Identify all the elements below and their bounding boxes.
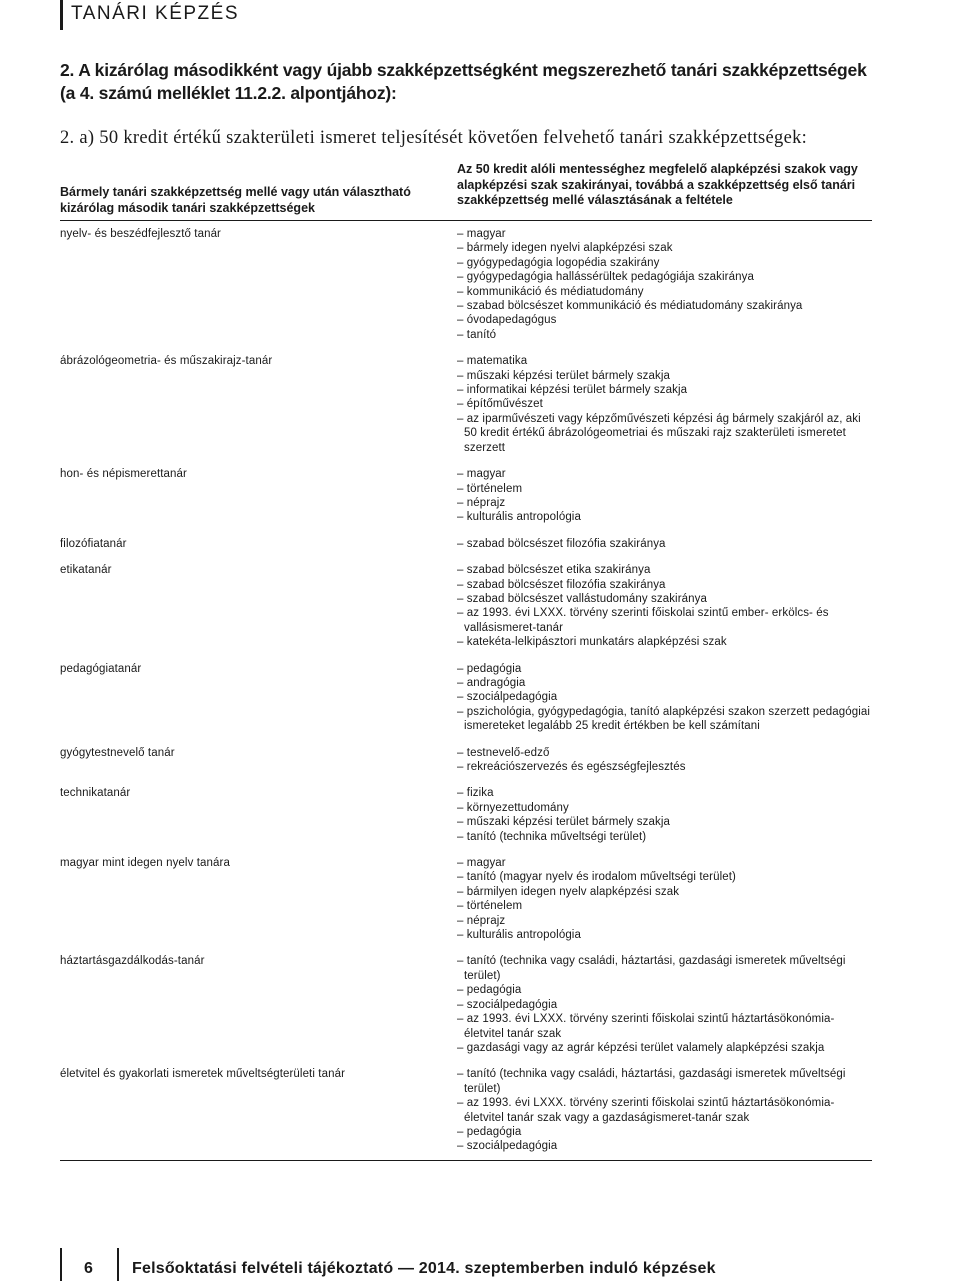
list-item: – testnevelő-edző <box>457 746 550 759</box>
list-item: – gyógypedagógia hallássérültek pedagógiája szakiránya <box>457 271 754 284</box>
table-row <box>60 557 872 655</box>
list-item: – fizika <box>457 787 494 800</box>
list-item: – gazdasági vagy az agrár képzési terület valamely alapképzési szakja <box>457 1041 825 1054</box>
list-item: – informatikai képzési terület bármely szakja <box>457 384 688 397</box>
eligible-programs <box>457 467 872 525</box>
eligible-programs <box>457 1067 872 1153</box>
list-item: – szociálpedagógia <box>457 1140 558 1153</box>
qualification-name: magyar mint idegen nyelv tanára <box>60 857 230 870</box>
list-item: – bármely idegen nyelvi alapképzési szak <box>457 242 673 255</box>
footer-title: Felsőoktatási felvételi tájékoztató — 2014. szeptemberben induló képzések <box>132 1260 716 1277</box>
list-item: – andragógia <box>457 676 526 689</box>
list-item: – magyar <box>457 468 506 481</box>
list-item: – tanító (technika vagy családi, háztartási, gazdasági ismeretek műveltségi terület) <box>457 1068 846 1095</box>
footer-divider <box>117 1248 119 1281</box>
list-item: – szabad bölcsészet kommunikáció és médiatudomány szakiránya <box>457 300 803 313</box>
table-row <box>60 348 872 461</box>
eligible-programs <box>457 662 872 734</box>
eligible-programs <box>457 354 872 455</box>
list-item: – történelem <box>457 482 523 495</box>
list-item: – katekéta-lelkipásztori munkatárs alapképzési szak <box>457 636 727 649</box>
list-item: – néprajz <box>457 496 506 509</box>
list-item: – szabad bölcsészet filozófia szakiránya <box>457 537 666 550</box>
right-column-header: Az 50 kredit alóli mentességhez megfelelő alapképzési szakok vagy alapképzési szak szakirányai, továbbá a szakképzettség első tanári szakképzettség mellé választásának a feltétele <box>457 162 858 207</box>
qualification-name: etikatanár <box>60 564 112 577</box>
table-row <box>60 948 872 1061</box>
page-footer <box>60 1248 882 1281</box>
list-item: – szociálpedagógia <box>457 691 558 704</box>
table-header <box>60 160 872 221</box>
list-item: – az iparművészeti vagy képzőművészeti képzési ág bármely szakjáról az, aki 50 kredit értékű ábrázológeometriai és műszaki rajz szakterületi ismeretet szerzett <box>457 412 861 454</box>
table-row <box>60 656 872 740</box>
qualification-name: technikatanár <box>60 787 131 800</box>
qualification-name: életvitel és gyakorlati ismeretek műveltségterületi tanár <box>60 1068 346 1081</box>
list-item: – történelem <box>457 900 523 913</box>
list-item: – kulturális antropológia <box>457 511 581 524</box>
list-item: – építőművészet <box>457 398 543 411</box>
eligible-programs <box>457 856 872 942</box>
list-item: – szabad bölcsészet vallástudomány szakiránya <box>457 592 707 605</box>
eligible-programs <box>457 786 872 844</box>
qualification-name: pedagógiatanár <box>60 662 142 675</box>
list-item: – rekreációszervezés és egészségfejlesztés <box>457 761 686 773</box>
eligible-programs <box>457 563 872 649</box>
list-item: – tanító (magyar nyelv és irodalom műveltségi terület) <box>457 871 736 884</box>
table-row <box>60 740 872 781</box>
qualification-name: háztartásgazdálkodás-tanár <box>60 955 205 968</box>
table-body <box>60 221 872 1160</box>
list-item: – pedagógia <box>457 662 522 675</box>
table-row <box>60 461 872 531</box>
list-item: – gyógypedagógia logopédia szakirány <box>457 256 660 269</box>
table-row <box>60 780 872 850</box>
list-item: – szabad bölcsészet filozófia szakiránya <box>457 578 666 591</box>
list-item: – tanító (technika vagy családi, háztartási, gazdasági ismeretek műveltségi terület) <box>457 955 846 982</box>
list-item: – tanító <box>457 328 497 341</box>
list-item: – tanító (technika műveltségi terület) <box>457 830 647 843</box>
table-row <box>60 1061 872 1159</box>
list-item: – műszaki képzési terület bármely szakja <box>457 369 670 382</box>
left-column-header: Bármely tanári szakképzettség mellé vagy után választható kizárólag második tanári szakképzettségek <box>60 185 411 215</box>
qualification-name: hon- és népismerettanár <box>60 468 187 481</box>
list-item: – kulturális antropológia <box>457 929 581 942</box>
list-item: – pedagógia <box>457 1125 522 1138</box>
list-item: – szabad bölcsészet etika szakiránya <box>457 564 651 577</box>
table-row <box>60 850 872 948</box>
list-item: – az 1993. évi LXXX. törvény szerinti főiskolai szintű háztartásökonómia-életvitel tanár szak <box>457 1013 835 1040</box>
requirements-table <box>60 160 872 1161</box>
section-subtitle: 2. a) 50 kredit értékű szakterületi ismeret teljesítését követően felvehető tanári szakképzettségek: <box>60 128 808 148</box>
running-header: TANÁRI KÉPZÉS <box>60 0 239 30</box>
eligible-programs <box>457 227 872 342</box>
section-title: 2. A kizárólag másodikként vagy újabb szakképzettségként megszerezhető tanári szakképzettségek (a 4. számú melléklet 11.2.2. alpontjához): <box>60 60 867 103</box>
list-item: – pedagógia <box>457 984 522 997</box>
list-item: – matematika <box>457 355 528 368</box>
list-item: – az 1993. évi LXXX. törvény szerinti főiskolai szintű ember- erkölcs- és vallásismeret-tanár <box>457 607 829 634</box>
list-item: – műszaki képzési terület bármely szakja <box>457 816 670 829</box>
list-item: – környezettudomány <box>457 801 569 814</box>
list-item: – pszichológia, gyógypedagógia, tanító alapképzési szakon szerzett pedagógiai ismereteket legalább 25 kredit értékben be kell számítani <box>457 705 871 733</box>
eligible-programs <box>457 746 872 775</box>
eligible-programs <box>457 537 872 551</box>
eligible-programs <box>457 954 872 1055</box>
qualification-name: gyógytestnevelő tanár <box>60 746 175 759</box>
qualification-name: ábrázológeometria- és műszakirajz-tanár <box>60 355 273 368</box>
page-number: 6 <box>84 1260 93 1277</box>
list-item: – szociálpedagógia <box>457 998 558 1011</box>
list-item: – magyar <box>457 228 506 240</box>
list-item: – magyar <box>457 857 506 870</box>
table-row <box>60 221 872 348</box>
list-item: – az 1993. évi LXXX. törvény szerinti főiskolai szintű háztartásökonómia-életvitel tanár szak vagy a gazdaságismeret-tanár szak <box>457 1097 835 1124</box>
table-row <box>60 531 872 557</box>
list-item: – óvodapedagógus <box>457 314 557 327</box>
list-item: – néprajz <box>457 914 506 927</box>
qualification-name: nyelv- és beszédfejlesztő tanár <box>60 228 221 240</box>
list-item: – bármilyen idegen nyelv alapképzési szak <box>457 885 680 898</box>
list-item: – kommunikáció és médiatudomány <box>457 285 644 298</box>
qualification-name: filozófiatanár <box>60 537 127 550</box>
